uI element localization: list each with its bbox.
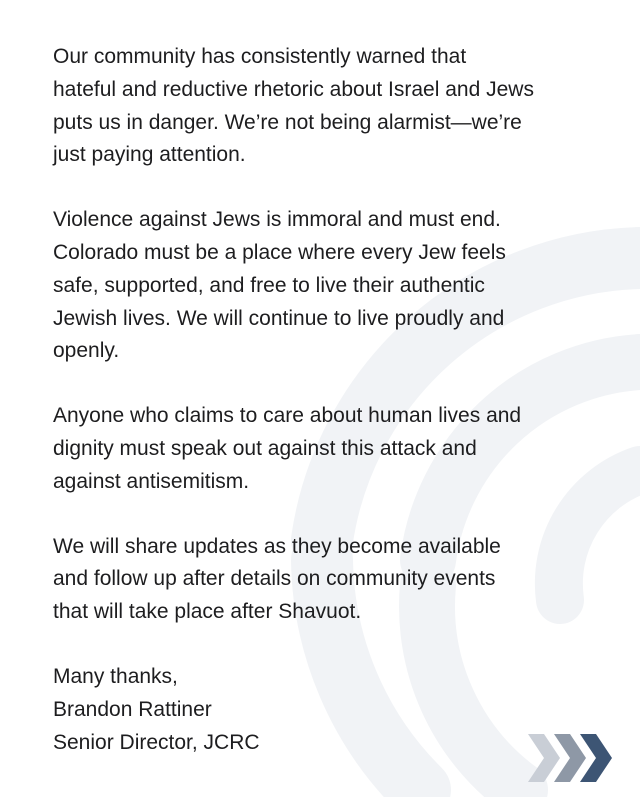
signer-title: Senior Director, JCRC bbox=[53, 730, 260, 754]
text-line: Jewish lives. We will continue to live proudly and bbox=[53, 306, 505, 330]
text-line: openly. bbox=[53, 339, 120, 363]
letter-body bbox=[53, 41, 613, 791]
text-line: Anyone who claims to care about human lives and bbox=[53, 404, 522, 428]
text-line: against antisemitism. bbox=[53, 469, 250, 493]
text-line: dignity must speak out against this attack and bbox=[53, 436, 477, 460]
text-line: just paying attention. bbox=[53, 143, 246, 167]
text-line: hateful and reductive rhetoric about Israel and Jews bbox=[53, 77, 534, 101]
chevron-light-icon bbox=[528, 734, 560, 782]
paragraph-warning bbox=[53, 41, 613, 172]
paragraph-speak-out bbox=[53, 400, 613, 498]
paragraph-violence bbox=[53, 204, 613, 368]
text-line: and follow up after details on community events bbox=[53, 567, 496, 591]
text-line: safe, supported, and free to live their authentic bbox=[53, 273, 485, 297]
text-line: Violence against Jews is immoral and must end. bbox=[53, 208, 501, 232]
text-line: Colorado must be a place where every Jew feels bbox=[53, 240, 506, 264]
triple-chevron-right-icon[interactable] bbox=[528, 734, 614, 782]
signer-name: Brandon Rattiner bbox=[53, 697, 212, 721]
text-line: that will take place after Shavuot. bbox=[53, 600, 362, 624]
text-line: puts us in danger. We’re not being alarmist—we’re bbox=[53, 110, 522, 134]
closing-line: Many thanks, bbox=[53, 664, 178, 688]
text-line: We will share updates as they become available bbox=[53, 534, 501, 558]
paragraph-updates bbox=[53, 531, 613, 629]
text-line: Our community has consistently warned that bbox=[53, 45, 467, 68]
